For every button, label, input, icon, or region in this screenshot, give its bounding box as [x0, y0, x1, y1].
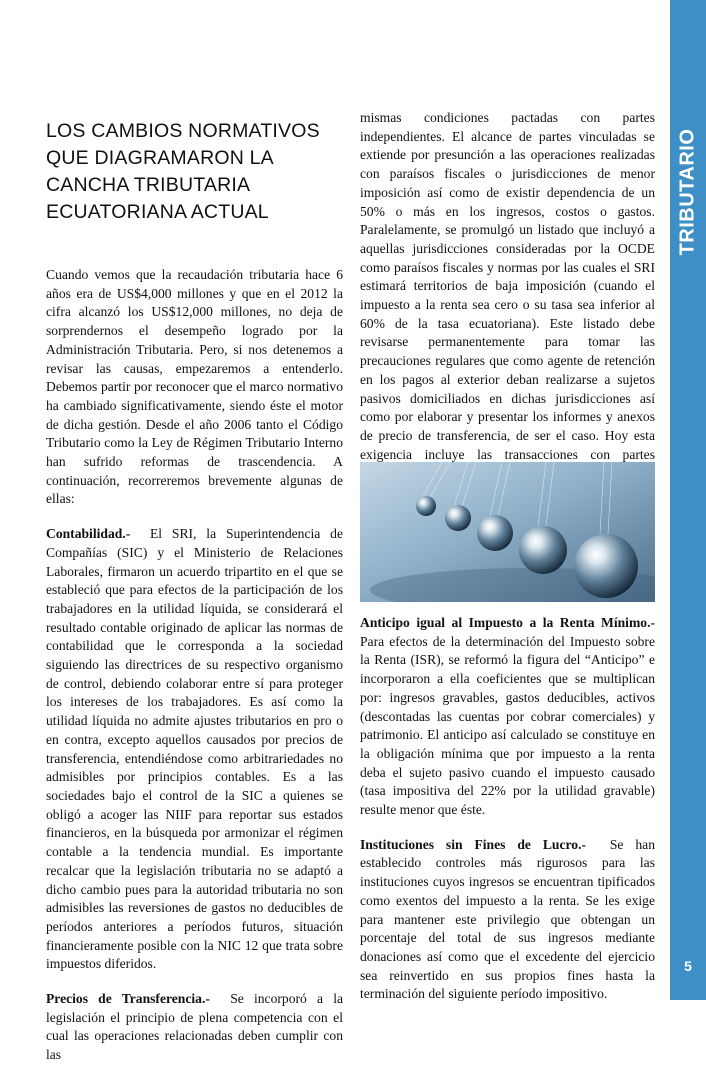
section-heading: Precios de Transferencia.- — [46, 991, 210, 1007]
section-heading: Contabilidad.- — [46, 526, 131, 542]
section-label-text: TRIBUTARIO — [676, 128, 699, 256]
section-text: El SRI, la Superintendencia de Compañías (SIC) y el Ministerio de Relaciones Laborales, firmaron un acuerdo tripartito en el que se estableció que para efectos de la participación de los trabajadores en la utilidad líquida, se considerará el resultado contable originado de aplicar las normas de contabilidad que le corresponda a la sociedad siguiendo las directrices de su respectivo organismo de control, debiendo colaborar entre sí para proteger los intereses de los trabajadores. Es así como la utilidad líquida no admite ajustes tributarios en pro o en contra, excepto aquellos causados por precios de transferencia, entendiéndose como arbitrariedades no admisibles por principios contables. Es a las sociedades bajo el control de la SIC a quienes se obligó a acoger las NIIF para reportar sus estados financieros, en la búsqueda por armonizar el régimen contable a la tendencia mundial. Es importante recalcar que la legislación tributaria no se adaptó a dicho cambio pues para la autoridad tributaria no son admisibles las reversiones de gastos no deducibles de períodos anteriores a períodos futuros, situación financieramente posible con la NIC 12 que trata sobre impuestos diferidos. — [46, 526, 344, 972]
section-text: Se han establecido controles más rigurosos para las instituciones cuyos ingresos se encuentran tipificados como exentos del impuesto a la renta. Se les exige para mantener este privilegio que obtengan un porcentaje del total de sus ingresos mediante donaciones así como que el excedente del ejercicio sea reinvertido en sus propios fines hasta la terminación del siguiente período impositivo. — [360, 836, 655, 1002]
section-contabilidad — [46, 525, 343, 974]
section-precios-transferencia — [46, 990, 343, 1065]
section-precios-transferencia-continued: mismas condiciones pactadas con partes independientes. El alcance de partes vinculadas se extiende por presunción a las operaciones realizadas con paraísos fiscales o jurisdicciones de menor imposición así como de existir dependencia de un 50% o más en los ingresos, costos o gastos. Paralelamente, se promulgó un listado que incluyó a aquellas jurisdicciones consideradas por la OCDE como paraísos fiscales y normas por las cuales el SRI estimará territorios de baja imposición (cuando el impuesto a la renta sea cero o su tasa sea inferior al 60% de la tasa ecuatoriana). Este listado debe revisarse permanentemente para tomar las precauciones regulares que como agente de retención en los pagos al exterior deban realizarse a sujetos pasivos domiciliados en dichas jurisdicciones así como por elaborar y presentar los informes y anexos de precio de transferencia, de ser el caso. Hoy esta exigencia incluye las transacciones con partes — [360, 110, 655, 462]
right-column-bottom — [360, 614, 655, 1020]
intro-paragraph: Cuando vemos que la recaudación tributaria hace 6 años era de US$4,000 millones y que en el 2012 la cifra alcanzó los US$12,000 millones, no deja de sorprendernos el desempeño logrado por la Administración Tributaria. Pero, si nos detenemos a revisar las causas, empezaremos a entenderlo. Debemos partir por reconocer que el marco normativo ha cambiado significativamente, siendo éste el motor de dicha gestión. Desde el año 2006 tanto el Código Tributario como la Ley de Régimen Tributario Interno han sufrido reformas de trascendencia. A continuación, recorreremos brevemente algunas de ellas: — [46, 267, 343, 507]
left-column — [46, 266, 343, 1081]
article-title: LOS CAMBIOS NORMATIVOS QUE DIAGRAMARON LA CANCHA TRIBUTARIA ECUATORIANA ACTUAL — [46, 120, 320, 223]
newtons-cradle-image — [360, 462, 655, 602]
right-column-top — [360, 109, 655, 499]
section-text: Para efectos de la determinación del Impuesto sobre la Renta (ISR), se reformó la figura del “Anticipo” e incorporaron a ella coeficientes que se multiplican por: ingresos gravables, gastos deducibles, activos (descontadas las cuentas por cobrar comerciales) y patrimonio. El anticipo así calculado se constituye en la obligación mínima que por impuesto a la renta deba el sujeto pasivo cuando el impuesto causado (tasa impositiva del 22% por la utilidad gravable) resulte menor que éste. — [360, 633, 655, 818]
section-anticipo — [360, 614, 655, 820]
page-number: 5 — [684, 958, 692, 974]
section-instituciones — [360, 836, 655, 1004]
section-text: Se incorporó a la legislación el principio de plena competencia con el cual las operaciones relacionadas deben cumplir con las — [46, 991, 343, 1063]
section-heading: Anticipo igual al Impuesto a la Renta Mínimo.- — [360, 615, 655, 630]
section-label — [670, 0, 706, 290]
section-heading: Instituciones sin Fines de Lucro.- — [360, 836, 587, 852]
